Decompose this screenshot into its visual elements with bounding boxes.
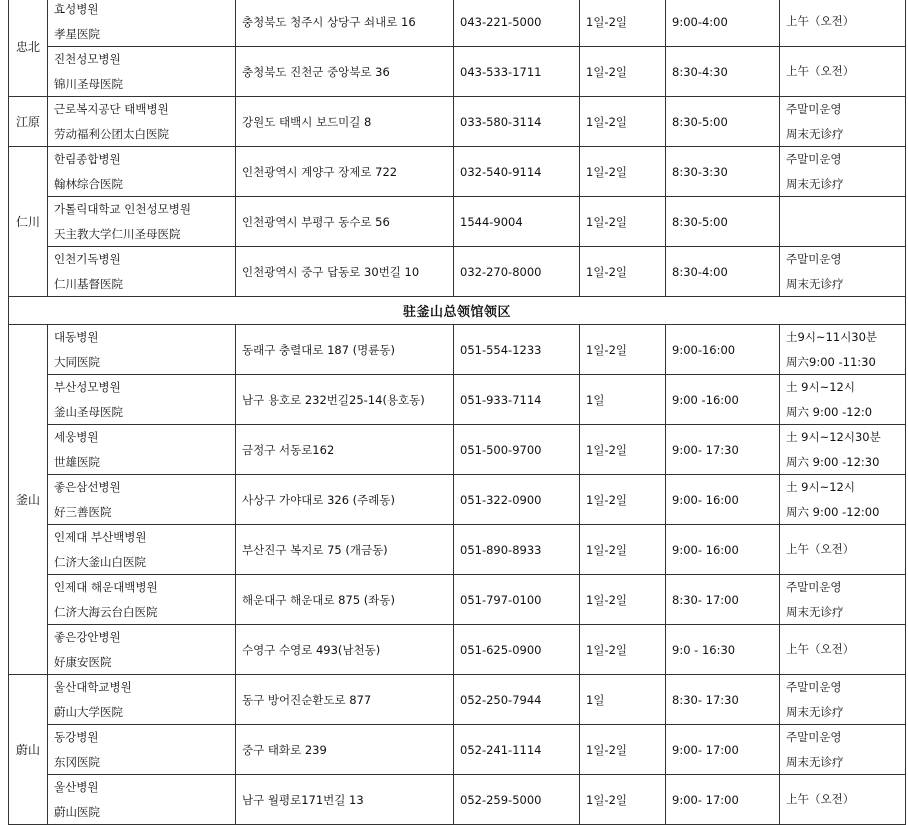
hospital-name-cell	[48, 525, 236, 575]
table-row	[9, 475, 906, 525]
phone-cell: 043-533-1711	[454, 47, 580, 97]
hospital-name-cn: 好三善医院	[54, 504, 112, 519]
weekend-hours-line: 周六9:00 -11:30	[786, 354, 876, 369]
hospital-name-kr: 부산성모병원	[54, 380, 121, 394]
table-row	[9, 197, 906, 247]
hospital-table	[8, 0, 906, 825]
days-cell: 1일-2일	[580, 525, 666, 575]
weekend-hours-line: 周末无诊疗	[786, 276, 844, 291]
region-cell: 釜山	[9, 325, 48, 675]
weekend-hours-cell	[780, 475, 906, 525]
weekend-hours-line: 周六 9:00 -12:0	[786, 404, 873, 419]
weekend-hours-line: 周末无诊疗	[786, 754, 844, 769]
weekend-hours-cell	[780, 775, 906, 825]
hospital-name-cn: 釜山圣母医院	[54, 404, 123, 419]
phone-cell: 051-322-0900	[454, 475, 580, 525]
weekend-hours-line: 上午（오전）	[786, 14, 855, 29]
address-cell: 금정구 서동로162	[236, 425, 454, 475]
hospital-name-cn: 蔚山大学医院	[54, 704, 123, 719]
days-cell: 1일-2일	[580, 575, 666, 625]
hospital-name-cell	[48, 247, 236, 297]
time-cell: 8:30-4:30	[666, 47, 780, 97]
days-cell: 1일	[580, 375, 666, 425]
phone-cell: 051-933-7114	[454, 375, 580, 425]
table-row	[9, 97, 906, 147]
region-cell: 蔚山	[9, 675, 48, 825]
phone-cell: 051-797-0100	[454, 575, 580, 625]
weekend-hours-cell	[780, 325, 906, 375]
hospital-name-cn: 天主教大学仁川圣母医院	[54, 226, 181, 241]
days-cell: 1일-2일	[580, 197, 666, 247]
days-cell: 1일	[580, 675, 666, 725]
address-cell: 인천광역시 중구 답동로 30번길 10	[236, 247, 454, 297]
time-cell: 8:30- 17:00	[666, 575, 780, 625]
days-cell: 1일-2일	[580, 775, 666, 825]
table-body	[9, 0, 906, 825]
weekend-hours-line: 土 9시~12시30분	[786, 430, 881, 444]
hospital-name-kr: 인천기독병원	[54, 252, 121, 266]
table-row	[9, 725, 906, 775]
days-cell: 1일-2일	[580, 97, 666, 147]
table-row	[9, 0, 906, 47]
table-row	[9, 375, 906, 425]
address-cell: 사상구 가야대로 326 (주례동)	[236, 475, 454, 525]
hospital-name-cell	[48, 725, 236, 775]
hospital-name-kr: 동강병원	[54, 730, 99, 744]
phone-cell: 051-890-8933	[454, 525, 580, 575]
hospital-name-cell	[48, 775, 236, 825]
hospital-name-cn: 锦川圣母医院	[54, 76, 123, 91]
hospital-name-cn: 好康安医院	[54, 654, 112, 669]
time-cell: 9:00- 16:00	[666, 525, 780, 575]
weekend-hours-cell	[780, 625, 906, 675]
weekend-hours-cell	[780, 47, 906, 97]
table-row	[9, 247, 906, 297]
address-cell: 인천광역시 부평구 동수로 56	[236, 197, 454, 247]
weekend-hours-cell	[780, 375, 906, 425]
hospital-name-cell	[48, 0, 236, 47]
phone-cell: 051-554-1233	[454, 325, 580, 375]
address-cell: 남구 용호로 232번길25-14(용호동)	[236, 375, 454, 425]
weekend-hours-line: 上午（오전）	[786, 642, 855, 657]
table-row	[9, 625, 906, 675]
weekend-hours-cell	[780, 97, 906, 147]
days-cell: 1일-2일	[580, 147, 666, 197]
time-cell: 9:0 - 16:30	[666, 625, 780, 675]
address-cell: 강원도 태백시 보드미길 8	[236, 97, 454, 147]
weekend-hours-line: 주말미운영	[786, 580, 842, 594]
hospital-name-cell	[48, 47, 236, 97]
days-cell: 1일-2일	[580, 0, 666, 47]
address-cell: 동래구 충렬대로 187 (명륜동)	[236, 325, 454, 375]
hospital-name-kr: 대동병원	[54, 330, 99, 344]
weekend-hours-line: 土 9시~12시	[786, 480, 855, 494]
weekend-hours-line: 주말미운영	[786, 680, 842, 694]
hospital-name-cell	[48, 675, 236, 725]
time-cell: 9:00- 17:00	[666, 775, 780, 825]
phone-cell: 032-540-9114	[454, 147, 580, 197]
weekend-hours-cell	[780, 725, 906, 775]
hospital-name-cell	[48, 475, 236, 525]
hospital-name-kr: 가톨릭대학교 인천성모병원	[54, 202, 191, 216]
weekend-hours-line: 土9시~11시30분	[786, 330, 878, 344]
hospital-name-cn: 世雄医院	[54, 454, 100, 469]
table-row	[9, 47, 906, 97]
time-cell: 9:00-16:00	[666, 325, 780, 375]
hospital-name-cell	[48, 325, 236, 375]
days-cell: 1일-2일	[580, 325, 666, 375]
hospital-name-cn: 仁川基督医院	[54, 276, 123, 291]
table-row	[9, 425, 906, 475]
hospital-name-kr: 한림종합병원	[54, 152, 121, 166]
hospital-name-kr: 울산대학교병원	[54, 680, 132, 694]
time-cell: 9:00 -16:00	[666, 375, 780, 425]
hospital-name-cell	[48, 97, 236, 147]
address-cell: 충청북도 청주시 상당구 쇠내로 16	[236, 0, 454, 47]
hospital-name-kr: 인제대 부산백병원	[54, 530, 147, 544]
region-cell: 仁川	[9, 147, 48, 297]
time-cell: 8:30-3:30	[666, 147, 780, 197]
phone-cell: 032-270-8000	[454, 247, 580, 297]
hospital-name-cell	[48, 425, 236, 475]
hospital-name-cell	[48, 625, 236, 675]
table-row	[9, 325, 906, 375]
days-cell: 1일-2일	[580, 247, 666, 297]
section-title: 驻釜山总领馆领区	[9, 297, 906, 325]
hospital-name-cn: 东冈医院	[54, 754, 100, 769]
weekend-hours-line: 土 9시~12시	[786, 380, 855, 394]
section-row	[9, 297, 906, 325]
hospital-name-cn: 仁济大海云台白医院	[54, 604, 158, 619]
hospital-name-kr: 좋은삼선병원	[54, 480, 121, 494]
address-cell: 인천광역시 계양구 장제로 722	[236, 147, 454, 197]
address-cell: 해운대구 해운대로 875 (좌동)	[236, 575, 454, 625]
time-cell: 9:00- 17:30	[666, 425, 780, 475]
weekend-hours-line: 周六 9:00 -12:30	[786, 454, 880, 469]
hospital-name-cn: 大同医院	[54, 354, 100, 369]
weekend-hours-line: 주말미운영	[786, 252, 842, 266]
hospital-name-cn: 仁济大釜山白医院	[54, 554, 146, 569]
time-cell: 8:30-5:00	[666, 197, 780, 247]
weekend-hours-line: 주말미운영	[786, 102, 842, 116]
weekend-hours-line: 周末无诊疗	[786, 704, 844, 719]
weekend-hours-cell	[780, 147, 906, 197]
address-cell: 부산진구 복지로 75 (개금동)	[236, 525, 454, 575]
weekend-hours-line: 周末无诊疗	[786, 176, 844, 191]
days-cell: 1일-2일	[580, 47, 666, 97]
hospital-name-kr: 좋은강안병원	[54, 630, 121, 644]
days-cell: 1일-2일	[580, 475, 666, 525]
phone-cell: 052-241-1114	[454, 725, 580, 775]
phone-cell: 043-221-5000	[454, 0, 580, 47]
weekend-hours-line: 上午（오전）	[786, 64, 855, 79]
weekend-hours-cell	[780, 197, 906, 247]
weekend-hours-line: 周六 9:00 -12:00	[786, 504, 880, 519]
phone-cell: 051-625-0900	[454, 625, 580, 675]
hospital-name-kr: 근로복지공단 태백병원	[54, 102, 169, 116]
weekend-hours-cell	[780, 247, 906, 297]
weekend-hours-cell	[780, 0, 906, 47]
days-cell: 1일-2일	[580, 625, 666, 675]
address-cell: 수영구 수영로 493(남천동)	[236, 625, 454, 675]
table-row	[9, 775, 906, 825]
days-cell: 1일-2일	[580, 425, 666, 475]
time-cell: 9:00- 17:00	[666, 725, 780, 775]
hospital-name-cn: 劳动福利公团太白医院	[54, 126, 169, 141]
weekend-hours-line: 上午（오전）	[786, 542, 855, 557]
weekend-hours-line: 周末无诊疗	[786, 126, 844, 141]
table-row	[9, 575, 906, 625]
phone-cell: 052-250-7944	[454, 675, 580, 725]
weekend-hours-line: 주말미운영	[786, 730, 842, 744]
time-cell: 8:30-5:00	[666, 97, 780, 147]
weekend-hours-line: 주말미운영	[786, 152, 842, 166]
hospital-name-cn: 孝星医院	[54, 26, 100, 41]
time-cell: 8:30- 17:30	[666, 675, 780, 725]
region-cell: 江原	[9, 97, 48, 147]
address-cell: 중구 태화로 239	[236, 725, 454, 775]
phone-cell: 051-500-9700	[454, 425, 580, 475]
region-cell: 忠北	[9, 0, 48, 97]
table-row	[9, 525, 906, 575]
hospital-name-cn: 蔚山医院	[54, 804, 100, 819]
address-cell: 남구 월평로171번길 13	[236, 775, 454, 825]
address-cell: 충청북도 진천군 중앙북로 36	[236, 47, 454, 97]
hospital-name-kr: 인제대 해운대백병원	[54, 580, 158, 594]
weekend-hours-cell	[780, 575, 906, 625]
table-row	[9, 147, 906, 197]
hospital-name-kr: 울산병원	[54, 780, 99, 794]
phone-cell: 033-580-3114	[454, 97, 580, 147]
hospital-name-cell	[48, 375, 236, 425]
weekend-hours-cell	[780, 425, 906, 475]
hospital-name-kr: 세웅병원	[54, 430, 99, 444]
table-row	[9, 675, 906, 725]
phone-cell: 052-259-5000	[454, 775, 580, 825]
address-cell: 동구 방어진순환도로 877	[236, 675, 454, 725]
weekend-hours-cell	[780, 675, 906, 725]
hospital-name-cell	[48, 147, 236, 197]
time-cell: 9:00- 16:00	[666, 475, 780, 525]
time-cell: 8:30-4:00	[666, 247, 780, 297]
hospital-name-kr: 진천성모병원	[54, 52, 121, 66]
phone-cell: 1544-9004	[454, 197, 580, 247]
hospital-name-cell	[48, 197, 236, 247]
weekend-hours-line: 上午（오전）	[786, 792, 855, 807]
days-cell: 1일-2일	[580, 725, 666, 775]
hospital-name-cell	[48, 575, 236, 625]
weekend-hours-line: 周末无诊疗	[786, 604, 844, 619]
time-cell: 9:00-4:00	[666, 0, 780, 47]
hospital-name-cn: 翰林综合医院	[54, 176, 123, 191]
weekend-hours-cell	[780, 525, 906, 575]
hospital-name-kr: 효성병원	[54, 2, 99, 16]
